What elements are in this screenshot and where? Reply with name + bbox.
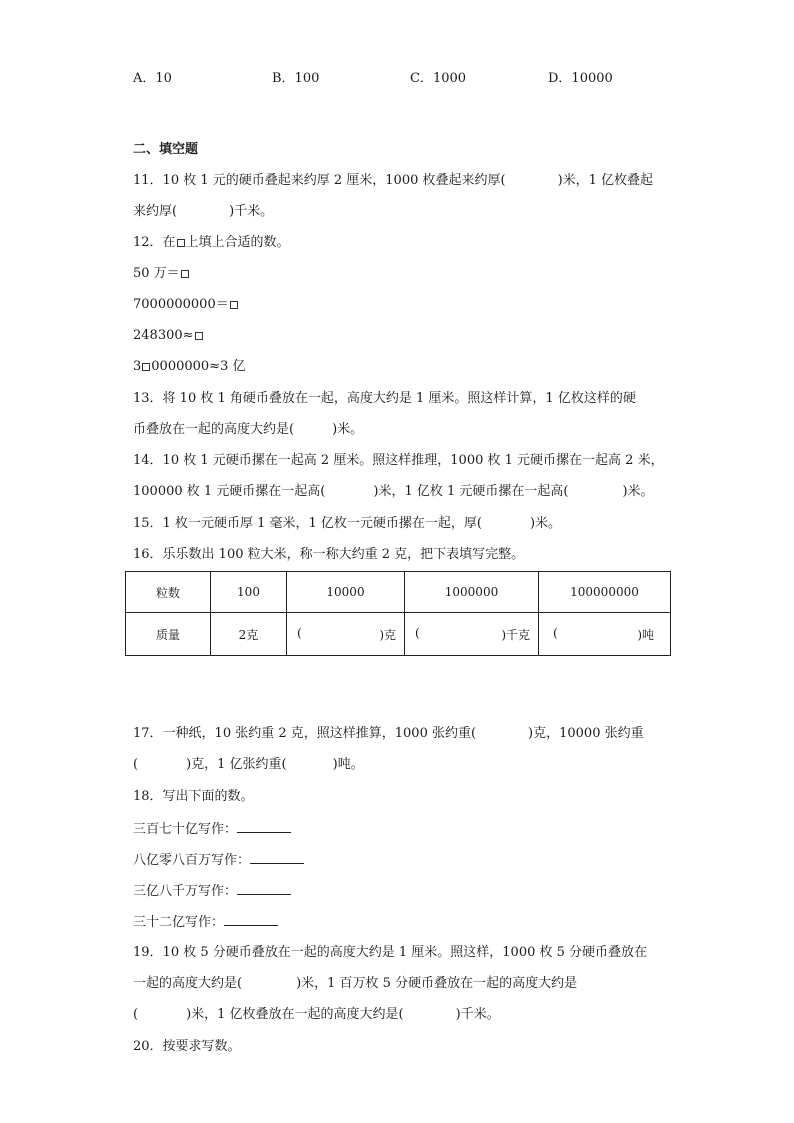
box-icon[interactable] [230, 301, 238, 309]
option-a[interactable]: A．10 [133, 71, 172, 86]
table-cell: 100 [211, 572, 287, 613]
table-cell: 100000000 [539, 572, 671, 613]
q12-item-3: 248300≈ [133, 327, 204, 345]
table-cell: 1000000 [405, 572, 539, 613]
q16-line: 16．乐乐数出 100 粒大米，称一称大约重 2 克，把下表填写完整。 [133, 547, 525, 562]
q17-line1: 17．一种纸，10 张约重 2 克，照这样推算，1000 张约重( )克，10000 张约重 [133, 726, 644, 741]
answer-blank[interactable] [237, 819, 291, 833]
box-icon [177, 239, 185, 247]
q17-line2: ( )克，1 亿张约重( )吨。 [133, 757, 364, 772]
q19-line1: 19．10 枚 5 分硬币叠放在一起的高度大约是 1 厘米。照这样，1000 枚 5 分硬币叠放在 [133, 945, 648, 960]
box-icon[interactable] [142, 363, 150, 371]
answer-blank[interactable] [237, 881, 291, 895]
q19-line3: ( )米，1 亿枚叠放在一起的高度大约是( )千米。 [133, 1007, 500, 1022]
q11-line1: 11．10 枚 1 元的硬币叠起来约厚 2 厘米，1000 枚叠起来约厚( )米，1 亿枚叠起 [133, 173, 654, 188]
table-cell: 粒数 [126, 572, 211, 613]
table-cell-input[interactable]: ( )千克 [405, 613, 539, 656]
q18-item-3: 三亿八千万写作： [133, 881, 291, 901]
q18-item-2: 八亿零八百万写作： [133, 850, 304, 870]
q18-title: 18．写出下面的数。 [133, 789, 254, 804]
q14-line2: 100000 枚 1 元硬币摞在一起高( )米，1 亿枚 1 元硬币摞在一起高( )米。 [133, 484, 654, 499]
table-cell-input[interactable]: ( )吨 [539, 613, 671, 656]
q20-title: 20．按要求写数。 [133, 1039, 241, 1054]
q12-item-4: 3 0000000≈3 亿 [133, 359, 246, 374]
q12-intro: 12．在 上填上合适的数。 [133, 235, 290, 250]
q13-line2: 币叠放在一起的高度大约是( )米。 [133, 422, 364, 437]
table-cell: 质量 [126, 613, 211, 656]
q18-item-1: 三百七十亿写作： [133, 819, 291, 839]
section-title: 二、填空题 [133, 142, 199, 157]
option-b[interactable]: B．100 [272, 71, 320, 86]
answer-blank[interactable] [224, 912, 278, 926]
table-cell: 2克 [211, 613, 287, 656]
q19-line2: 一起的高度大约是( )米，1 百万枚 5 分硬币叠放在一起的高度大约是 [133, 976, 578, 991]
table-cell-input[interactable]: ( )克 [287, 613, 405, 656]
box-icon[interactable] [181, 270, 189, 278]
box-icon[interactable] [195, 332, 203, 340]
table-cell: 10000 [287, 572, 405, 613]
q12-item-1: 50 万＝ [133, 265, 190, 283]
table-row [126, 613, 671, 656]
q13-line1: 13．将 10 枚 1 角硬币叠放在一起，高度大约是 1 厘米。照这样计算，1 亿枚这样的硬 [133, 391, 636, 406]
table-row [126, 572, 671, 613]
option-c[interactable]: C．1000 [410, 71, 467, 86]
rice-table [125, 571, 671, 656]
q18-item-4: 三十二亿写作： [133, 912, 278, 932]
answer-blank[interactable] [250, 850, 304, 864]
q11-line2: 来约厚( )千米。 [133, 204, 274, 219]
q14-line1: 14．10 枚 1 元硬币摞在一起高 2 厘米。照这样推理，1000 枚 1 元硬币摞在一起高 2 米， [133, 453, 664, 468]
q12-item-2: 7000000000＝ [133, 296, 239, 314]
option-d[interactable]: D．10000 [548, 71, 613, 86]
q15-line: 15．1 枚一元硬币厚 1 毫米，1 亿枚一元硬币摞在一起，厚( )米。 [133, 516, 562, 531]
